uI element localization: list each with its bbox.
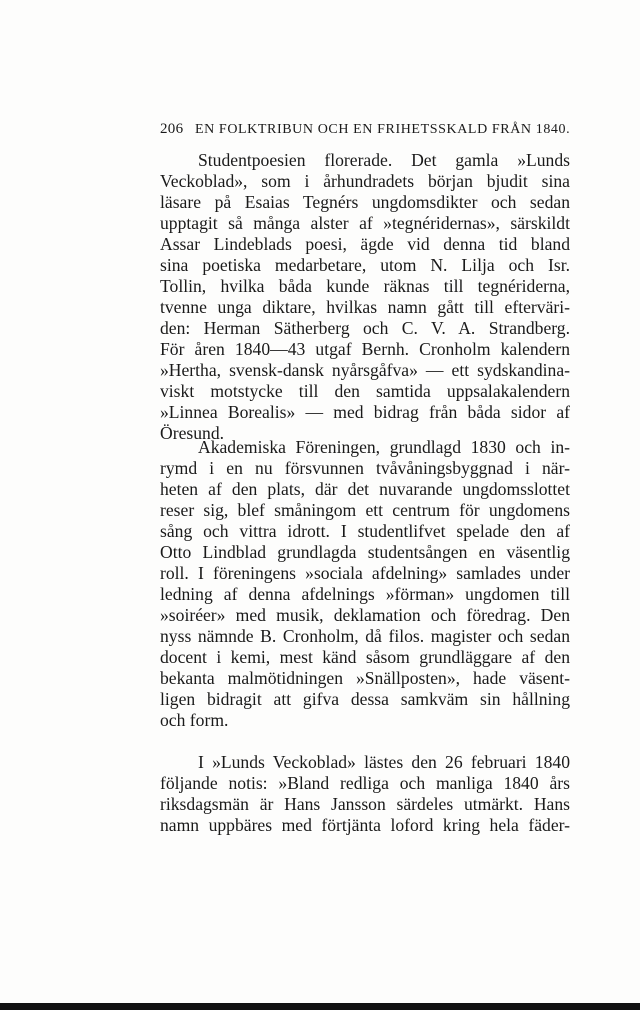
text-line: ledning af denna afdelnings »förman» ungdomen till [160,584,570,604]
page-number: 206 [160,121,184,137]
text-line: I »Lunds Veckoblad» lästes den 26 februari 1840 [198,752,570,772]
text-line: Öresund. [160,423,225,443]
text-line: docent i kemi, mest känd såsom grundläggare af den [160,647,570,667]
paragraph-3 [160,752,570,836]
text-line: »Hertha, svensk-dansk nyårsgåfva» — ett sydskandina- [160,360,570,380]
text-line: »Linnea Borealis» — med bidrag från båda sidor af [160,402,570,422]
text-line: roll. I föreningens »sociala afdelning» samlades under [160,563,570,583]
text-line: upptagit så många alster af »tegnéridernas», särskildt [160,213,570,233]
text-line: heten af den plats, där det nuvarande ungdomsslottet [160,479,570,499]
text-line: tvenne unga diktare, hvilkas namn gått till efterväri- [160,297,570,317]
text-line: För åren 1840—43 utgaf Bernh. Cronholm kalendern [160,339,570,359]
text-line: rymd i en nu försvunnen tvåvåningsbyggnad i när- [160,458,570,478]
text-line: Assar Lindeblads poesi, ägde vid denna tid bland [160,234,570,254]
running-title: EN FOLKTRIBUN OCH EN FRIHETSSKALD FRÅN 1840. [194,122,571,137]
text-line: den: Herman Sätherberg och C. V. A. Strandberg. [160,318,570,338]
text-line: sång och vittra idrott. I studentlifvet spelade den af [160,521,570,541]
text-line: nyss nämnde B. Cronholm, då filos. magister och sedan [160,626,570,646]
text-line: följande notis: »Bland redliga och manliga 1840 års [160,773,570,793]
scan-bottom-edge [0,1003,640,1010]
running-header [160,121,580,139]
text-line: riksdagsmän är Hans Jansson särdeles utmärkt. Hans [160,794,570,814]
text-line: sina poetiska medarbetare, utom N. Lilja och Isr. [160,255,570,275]
text-line: namn uppbäres med förtjänta loford kring hela fäder- [160,815,570,835]
text-line: bekanta malmötidningen »Snällposten», hade väsent- [160,668,570,688]
text-line: reser sig, blef småningom ett centrum för ungdomens [160,500,570,520]
text-line: läsare på Esaias Tegnérs ungdomsdikter och sedan [160,192,570,212]
paragraph-2 [160,437,570,731]
text-line: och form. [160,710,229,730]
text-line: Studentpoesien florerade. Det gamla »Lunds [198,150,570,170]
text-line: ligen bidragit att gifva dessa samkväm sin hållning [160,689,570,709]
text-line: Otto Lindblad grundlagda studentsången en väsentlig [160,542,570,562]
text-line: Veckoblad», som i århundradets början bjudit sina [160,171,570,191]
paragraph-1 [160,150,570,444]
text-line: viskt motstycke till den samtida uppsalakalendern [160,381,570,401]
text-line: Akademiska Föreningen, grundlagd 1830 och in- [198,437,570,457]
text-line: Tollin, hvilka båda kunde räknas till tegnériderna, [160,276,570,296]
text-line: »soiréer» med musik, deklamation och föredrag. Den [160,605,570,625]
